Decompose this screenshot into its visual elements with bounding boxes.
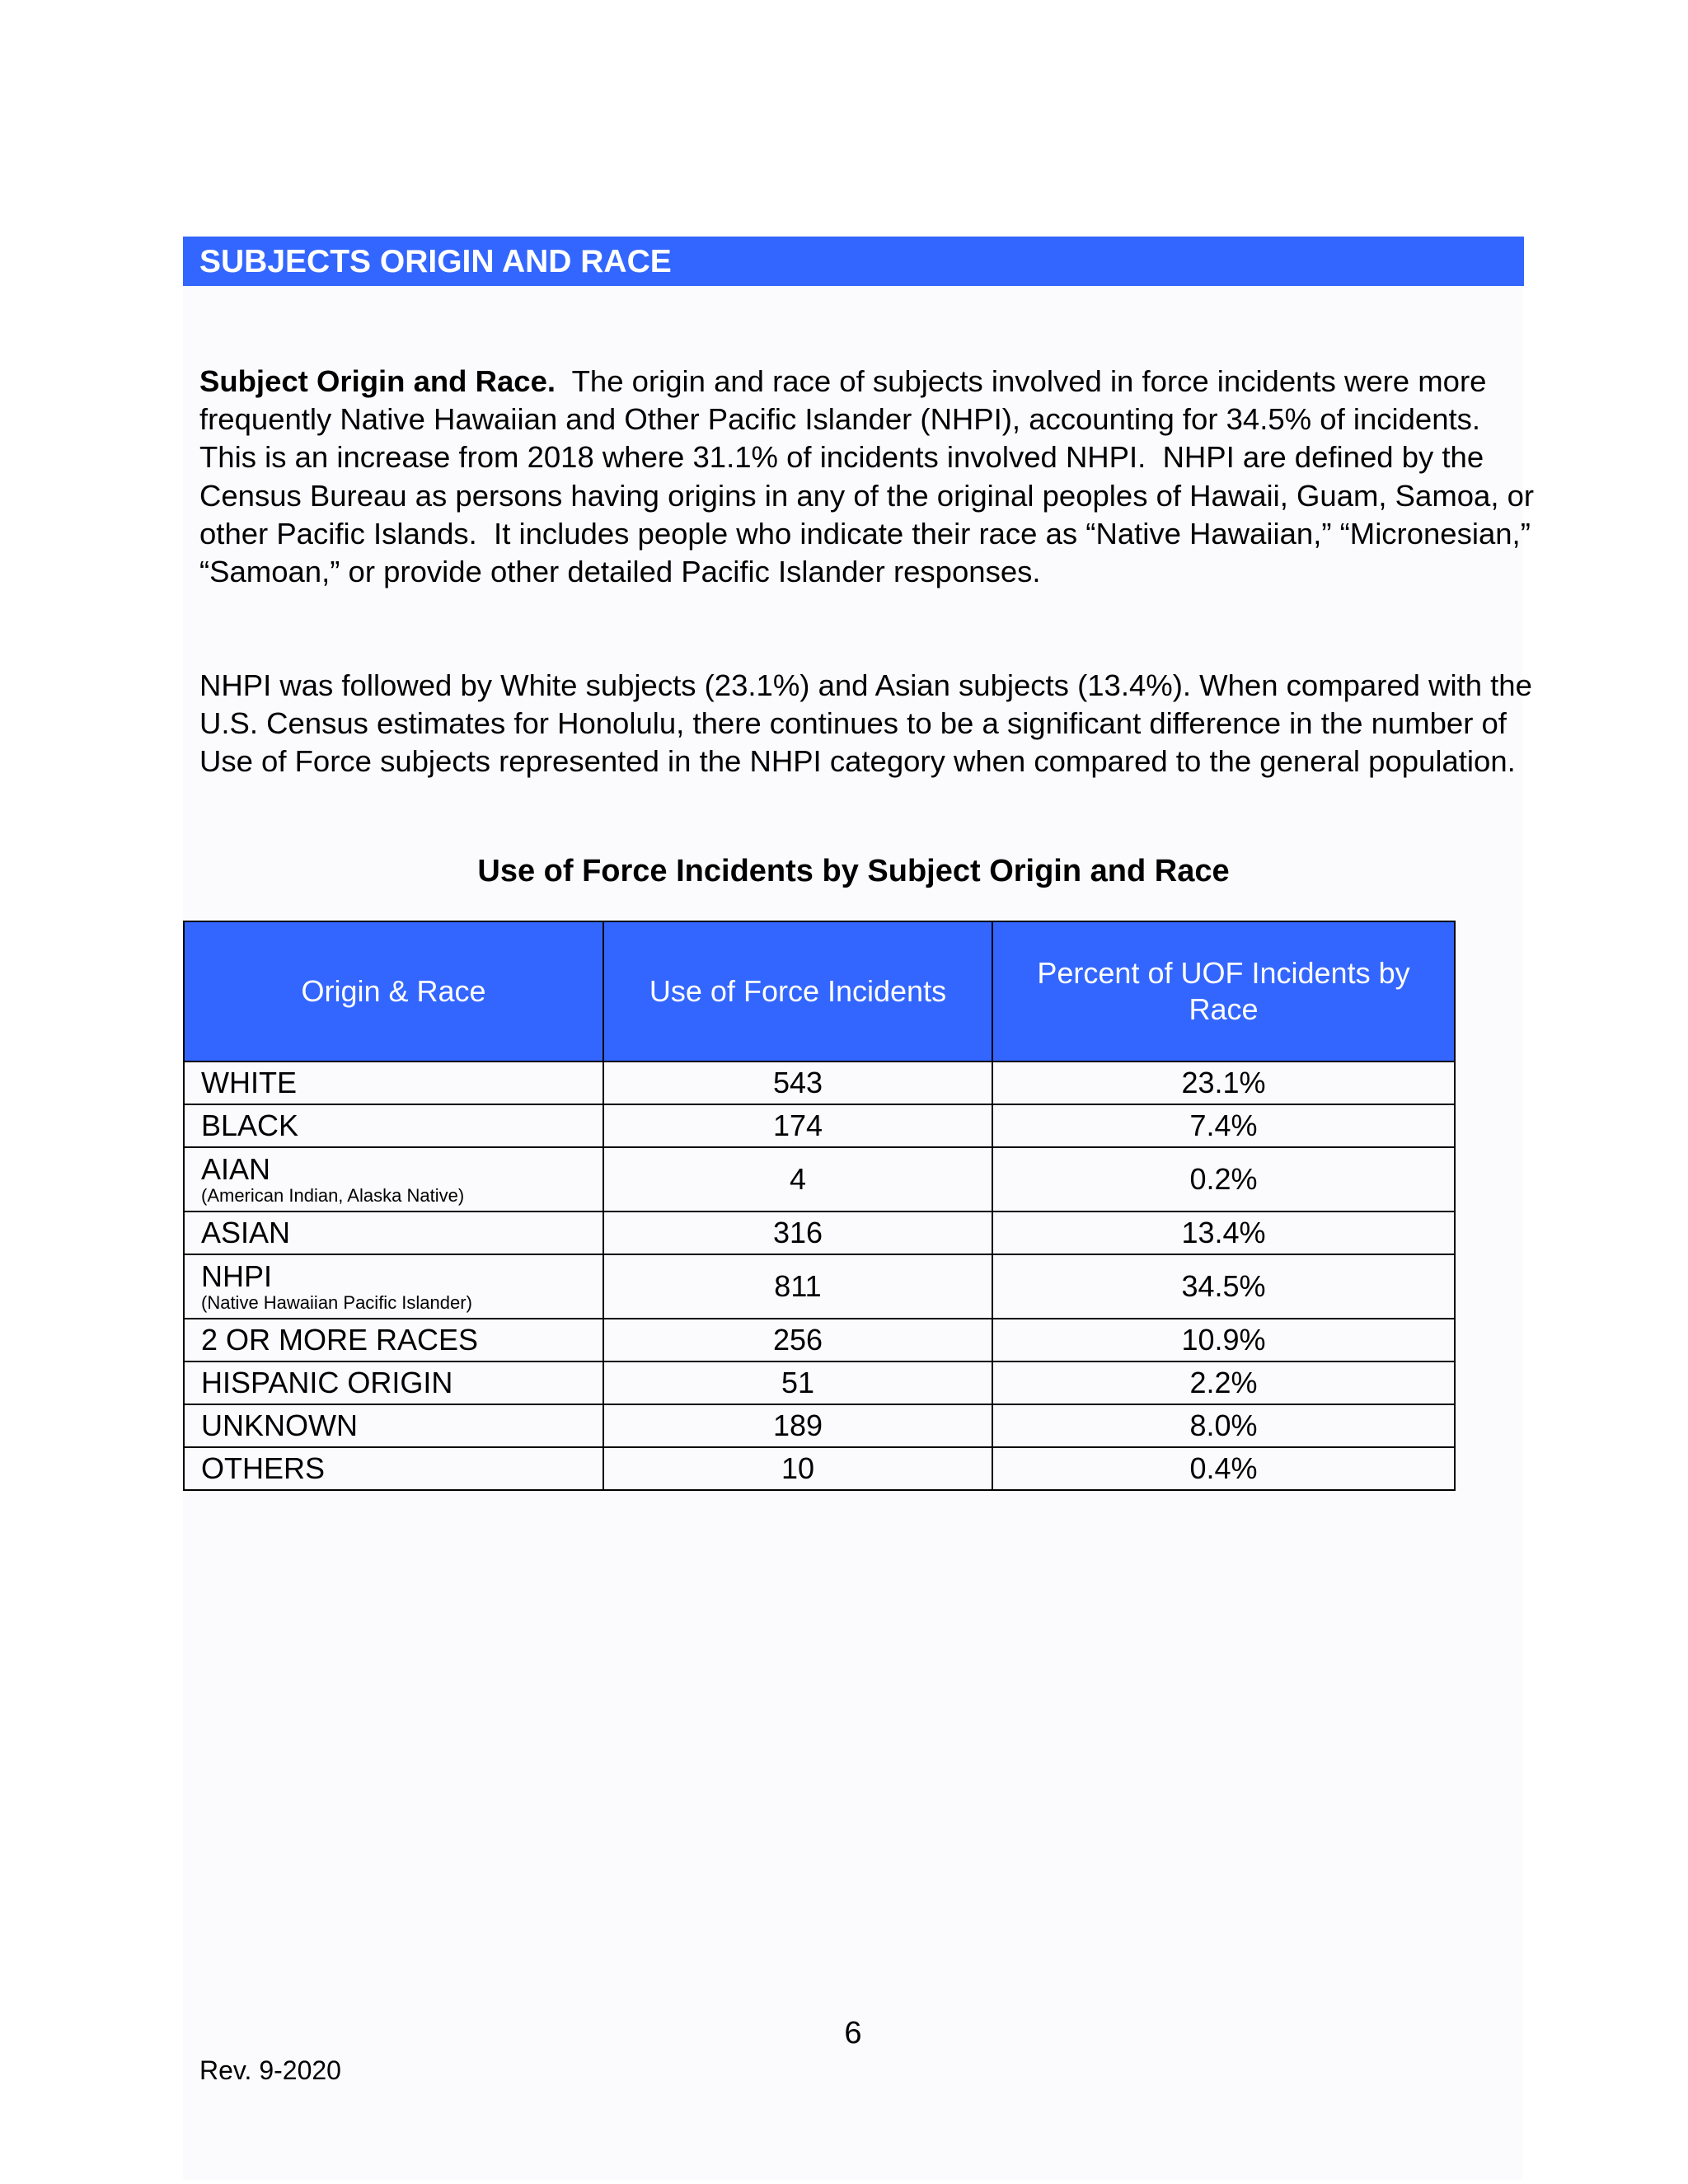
- cell-incidents: 189: [603, 1404, 992, 1447]
- header-incidents: Use of Force Incidents: [603, 921, 992, 1062]
- cell-incidents: 811: [603, 1254, 992, 1319]
- cell-percent: 8.0%: [992, 1404, 1455, 1447]
- cell-origin-race: [184, 1254, 603, 1319]
- table-row: [184, 1254, 1455, 1319]
- race-name: AIAN: [201, 1152, 271, 1186]
- table-row: [184, 1404, 1455, 1447]
- cell-incidents: 51: [603, 1361, 992, 1404]
- cell-incidents: 174: [603, 1104, 992, 1147]
- table-header-row: [184, 921, 1455, 1062]
- uof-by-race-table: [183, 921, 1456, 1491]
- cell-origin-race: [184, 1319, 603, 1361]
- cell-incidents: 256: [603, 1319, 992, 1361]
- table-row: [184, 1212, 1455, 1254]
- header-origin-race: Origin & Race: [184, 921, 603, 1062]
- cell-percent: 2.2%: [992, 1361, 1455, 1404]
- paragraph-comparison: NHPI was followed by White subjects (23.1%) and Asian subjects (13.4%). When compared with the U.S. Census estimates for Honolulu, there continues to be a significant difference in the number of Use of Force subjects represented in the NHPI category when compared to the general population.: [199, 668, 1532, 779]
- race-name: NHPI: [201, 1259, 273, 1293]
- cell-percent: 0.4%: [992, 1447, 1455, 1490]
- table-row: [184, 1447, 1455, 1490]
- cell-origin-race: [184, 1104, 603, 1147]
- section-title: SUBJECTS ORIGIN AND RACE: [183, 237, 1524, 286]
- cell-incidents: 4: [603, 1147, 992, 1212]
- race-name: HISPANIC ORIGIN: [201, 1366, 453, 1399]
- cell-origin-race: [184, 1062, 603, 1104]
- cell-percent: 23.1%: [992, 1062, 1455, 1104]
- race-description: (Native Hawaiian Pacific Islander): [201, 1292, 472, 1313]
- table-row: [184, 1319, 1455, 1361]
- cell-percent: 0.2%: [992, 1147, 1455, 1212]
- race-name: 2 OR MORE RACES: [201, 1323, 479, 1357]
- cell-origin-race: [184, 1404, 603, 1447]
- table-row: [184, 1361, 1455, 1404]
- table-title: Use of Force Incidents by Subject Origin and Race: [477, 854, 1230, 888]
- cell-incidents: 543: [603, 1062, 992, 1104]
- race-name: BLACK: [201, 1108, 299, 1142]
- table-row: [184, 1062, 1455, 1104]
- cell-incidents: 10: [603, 1447, 992, 1490]
- race-name: ASIAN: [201, 1216, 291, 1249]
- table-row: [184, 1147, 1455, 1212]
- race-name: WHITE: [201, 1066, 297, 1099]
- paragraph-lead: Subject Origin and Race.: [199, 364, 556, 398]
- table-row: [184, 1104, 1455, 1147]
- cell-percent: 7.4%: [992, 1104, 1455, 1147]
- cell-percent: 34.5%: [992, 1254, 1455, 1319]
- cell-percent: 10.9%: [992, 1319, 1455, 1361]
- cell-origin-race: [184, 1447, 603, 1490]
- page-number: 6: [844, 2016, 862, 2050]
- revision-label: Rev. 9-2020: [199, 2055, 341, 2085]
- race-name: UNKNOWN: [201, 1408, 358, 1442]
- cell-incidents: 316: [603, 1212, 992, 1254]
- race-name: OTHERS: [201, 1451, 326, 1485]
- header-percent: Percent of UOF Incidents by Race: [992, 921, 1455, 1062]
- cell-percent: 13.4%: [992, 1212, 1455, 1254]
- paragraph-body: The origin and race of subjects involved in force incidents were more frequently Native Hawaiian and Other Pacific Islander (NHPI), accounting for 34.5% of incidents. This is an increase from 2018 where 31.1% of incidents involved NHPI. NHPI are defined by the Census Bureau as persons having origins in any of the original peoples of Hawaii, Guam, Samoa, or other Pacific Islands. It includes people who indicate their race as “Native Hawaiian,” “Micronesian,” “Samoan,” or provide other detailed Pacific Islander responses.: [199, 364, 1543, 589]
- race-description: (American Indian, Alaska Native): [201, 1185, 465, 1206]
- cell-origin-race: [184, 1212, 603, 1254]
- cell-origin-race: [184, 1147, 603, 1212]
- paragraph-origin-and-race: [199, 363, 1543, 591]
- cell-origin-race: [184, 1361, 603, 1404]
